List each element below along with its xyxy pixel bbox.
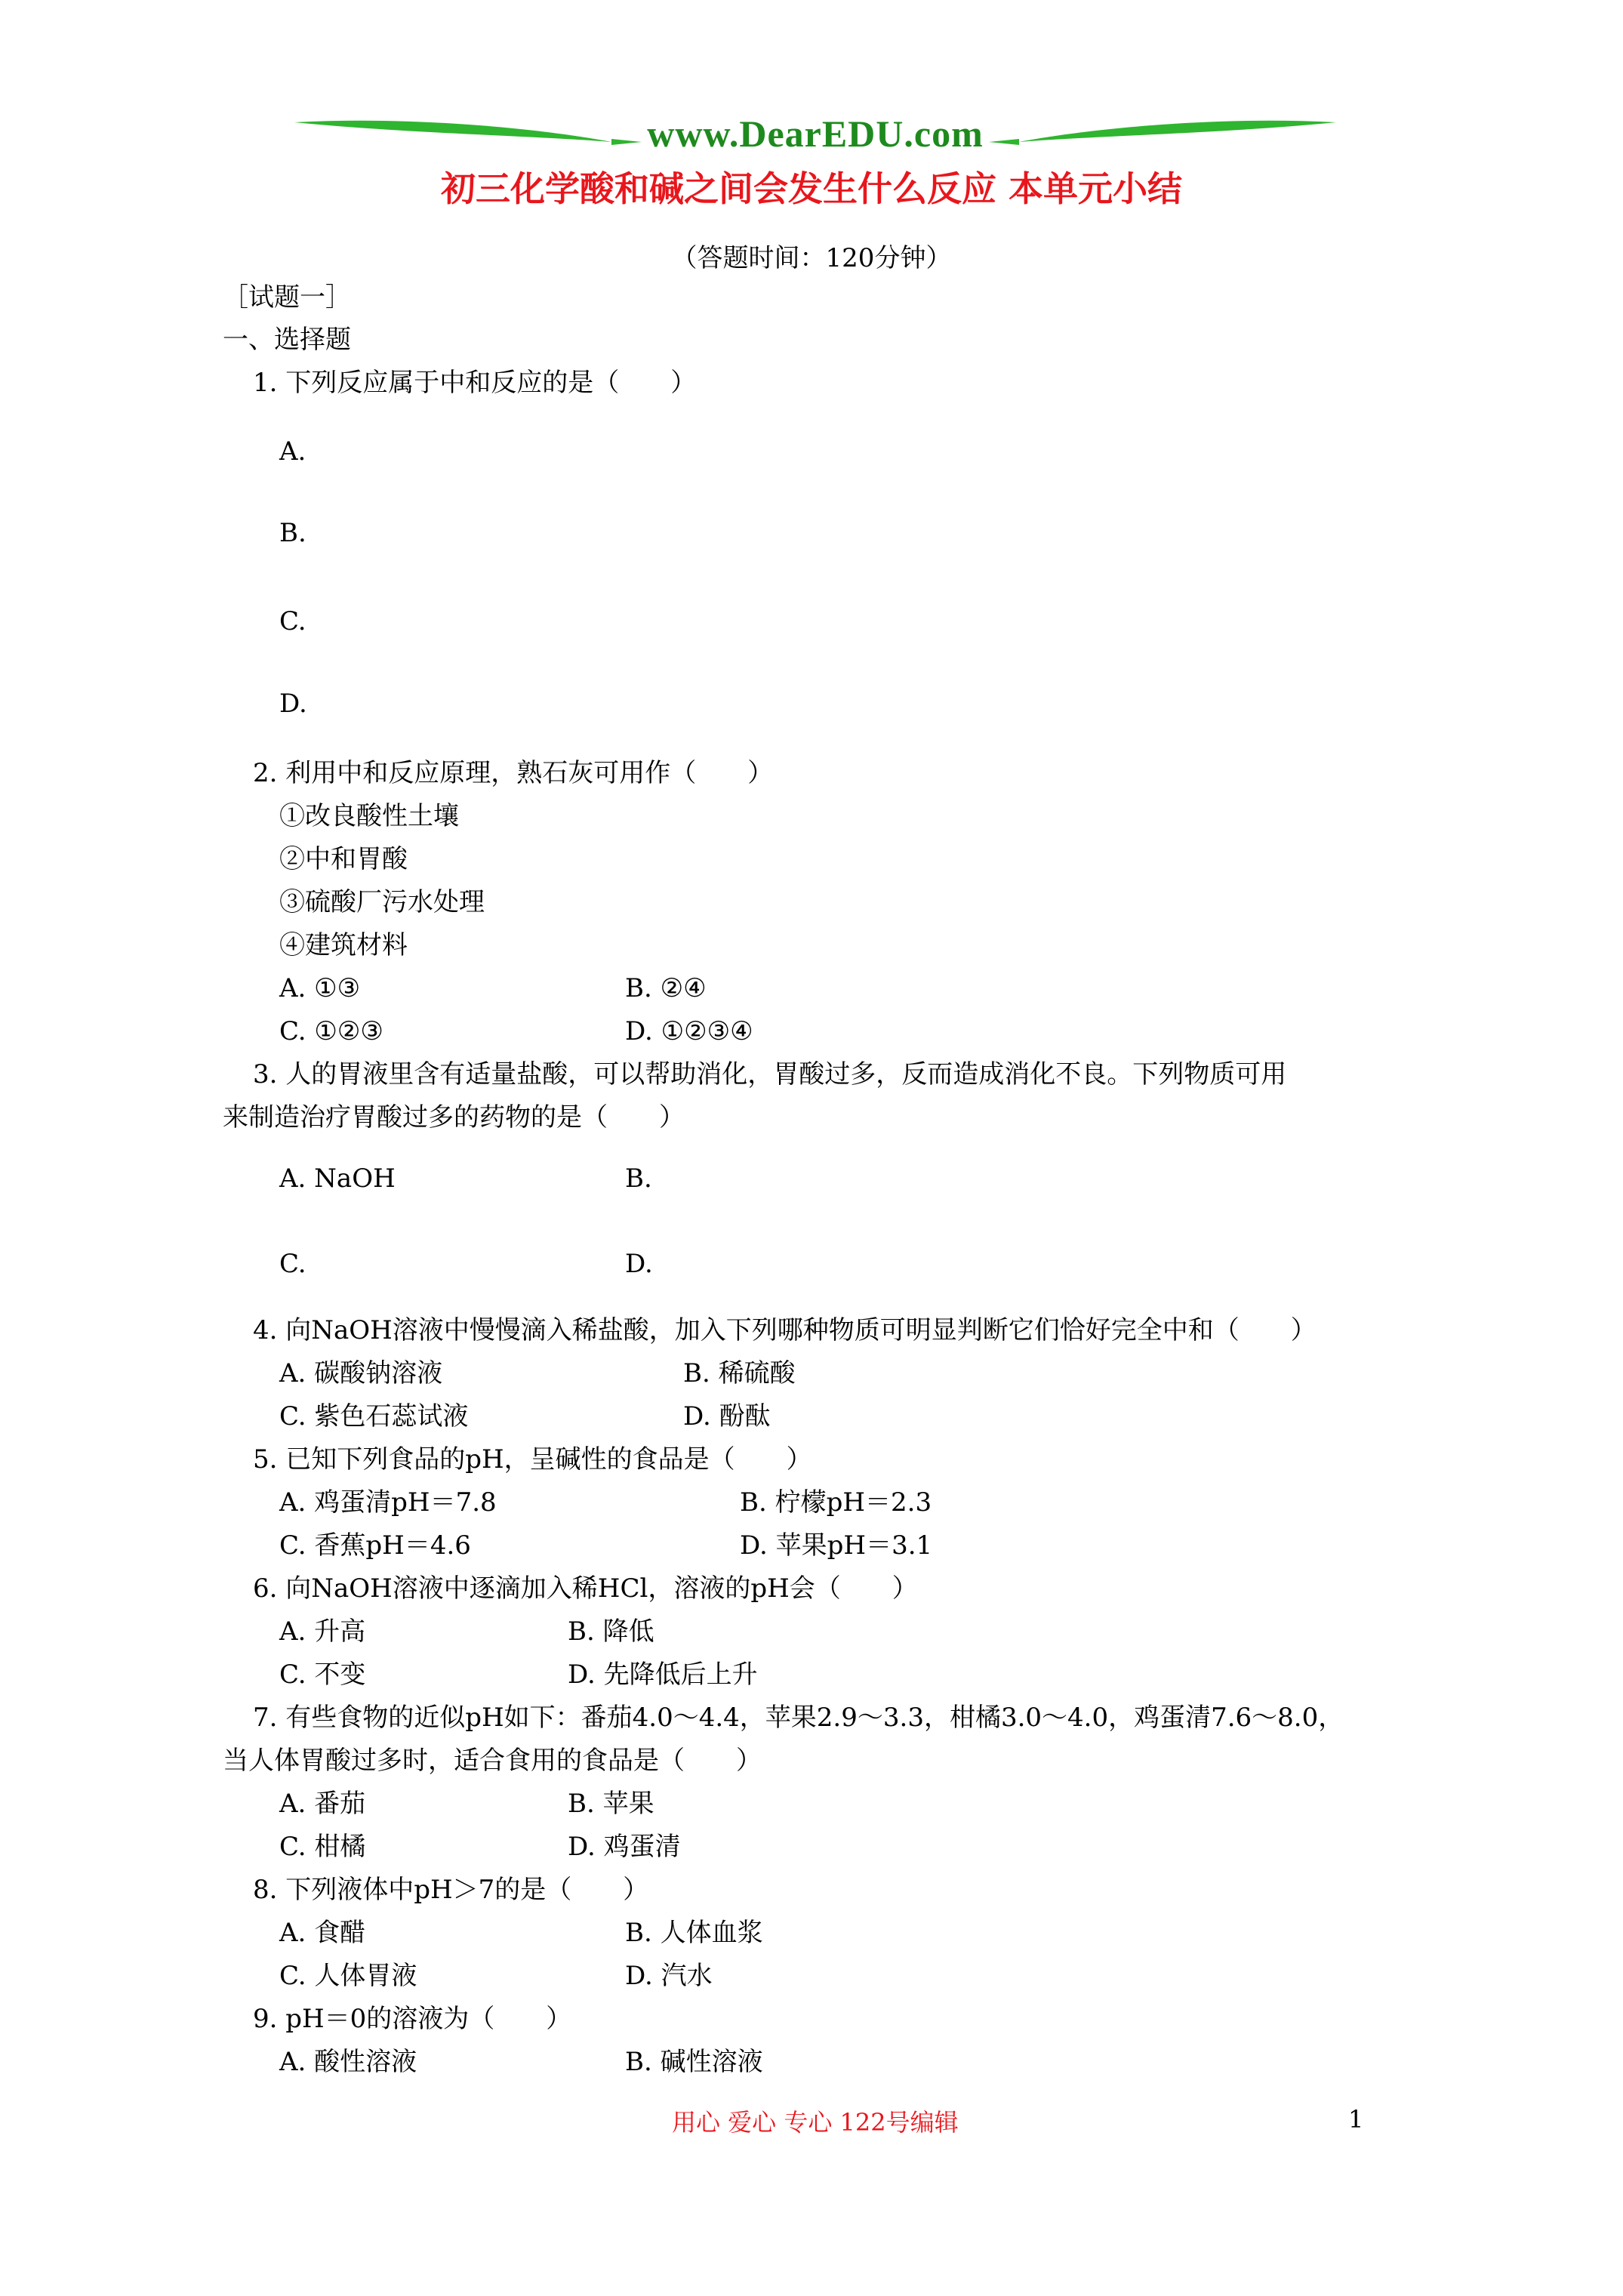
question-8-option-b: B. 人体血浆 [625,1918,763,1948]
question-5-option-c: C. 香蕉pH＝4.6 [279,1530,471,1561]
question-5-option-a: A. 鸡蛋清pH＝7.8 [279,1487,497,1518]
question-3-option-d: D. [625,1249,653,1279]
question-3-stem-line-1: 3. 人的胃液里含有适量盐酸，可以帮助消化，胃酸过多，反而造成消化不良。下列物质可用 [253,1059,1287,1089]
part-label: 一、选择题 [223,325,351,355]
test-label: ［试题一］ [223,282,351,313]
question-2-option-d: D. ①②③④ [625,1016,753,1046]
question-9-option-b: B. 碱性溶液 [625,2047,763,2077]
answer-time: （答题时间：120分钟） [671,243,952,273]
logo-text: www.DearEDU.com [647,112,984,155]
page-footer: 用心 爱心 专心 122号编辑 [672,2108,959,2137]
question-5-stem: 5. 已知下列食品的pH，呈碱性的食品是（ ） [253,1444,812,1475]
question-2-option-a: A. ①③ [279,973,361,1003]
page-number: 1 [1348,2105,1364,2134]
question-2-item-2: ②中和胃酸 [279,844,408,874]
question-2-stem: 2. 利用中和反应原理，熟石灰可用作（ ） [253,758,774,788]
question-6-option-c: C. 不变 [279,1660,366,1690]
question-2-item-4: ④建筑材料 [279,930,408,960]
question-3-option-b: B. [625,1163,652,1194]
question-9-option-a: A. 酸性溶液 [279,2047,417,2077]
question-2-item-1: ①改良酸性土壤 [279,801,459,831]
question-7-stem-line-2: 当人体胃酸过多时，适合食用的食品是（ ） [223,1746,762,1776]
question-2-item-3: ③硫酸厂污水处理 [279,887,485,917]
question-9-stem: 9. pH＝0的溶液为（ ） [253,2004,572,2034]
question-8-option-d: D. 汽水 [625,1961,713,1991]
question-6-option-b: B. 降低 [568,1616,654,1647]
question-6-option-a: A. 升高 [279,1616,366,1647]
question-7-option-b: B. 苹果 [568,1789,654,1819]
question-1-option-b: B. [279,518,306,548]
question-8-option-a: A. 食醋 [279,1918,366,1948]
question-1-option-a: A. [279,436,306,467]
question-5-option-d: D. 苹果pH＝3.1 [740,1530,933,1561]
question-5-option-b: B. 柠檬pH＝2.3 [740,1487,932,1518]
site-logo [287,106,1344,174]
question-6-stem: 6. 向NaOH溶液中逐滴加入稀HCl，溶液的pH会（ ） [253,1573,918,1604]
question-8-stem: 8. 下列液体中pH＞7的是（ ） [253,1875,649,1905]
question-3-option-c: C. [279,1249,306,1279]
question-1-option-d: D. [279,689,307,719]
question-3-stem-line-2: 来制造治疗胃酸过多的药物的是（ ） [223,1102,685,1133]
question-4-option-d: D. 酚酞 [683,1401,771,1432]
question-7-option-d: D. 鸡蛋清 [568,1832,681,1862]
document-title: 初三化学酸和碱之间会发生什么反应 本单元小结 [440,168,1182,209]
question-2-option-c: C. ①②③ [279,1016,383,1046]
question-4-stem: 4. 向NaOH溶液中慢慢滴入稀盐酸，加入下列哪种物质可明显判断它们恰好完全中和（ ） [253,1315,1317,1345]
question-1-stem: 1. 下列反应属于中和反应的是（ ） [253,368,697,398]
question-4-option-b: B. 稀硫酸 [683,1358,796,1388]
question-7-stem-line-1: 7. 有些食物的近似pH如下：番茄4.0～4.4，苹果2.9～3.3，柑橘3.0～4.0，鸡蛋清7.6～8.0， [253,1703,1344,1733]
question-8-option-c: C. 人体胃液 [279,1961,417,1991]
question-4-option-c: C. 紫色石蕊试液 [279,1401,469,1432]
question-7-option-c: C. 柑橘 [279,1832,366,1862]
question-3-option-a: A. NaOH [279,1163,396,1194]
question-6-option-d: D. 先降低后上升 [568,1660,758,1690]
question-2-option-b: B. ②④ [625,973,707,1003]
question-7-option-a: A. 番茄 [279,1789,366,1819]
question-4-option-a: A. 碳酸钠溶液 [279,1358,443,1388]
question-1-option-c: C. [279,606,306,636]
